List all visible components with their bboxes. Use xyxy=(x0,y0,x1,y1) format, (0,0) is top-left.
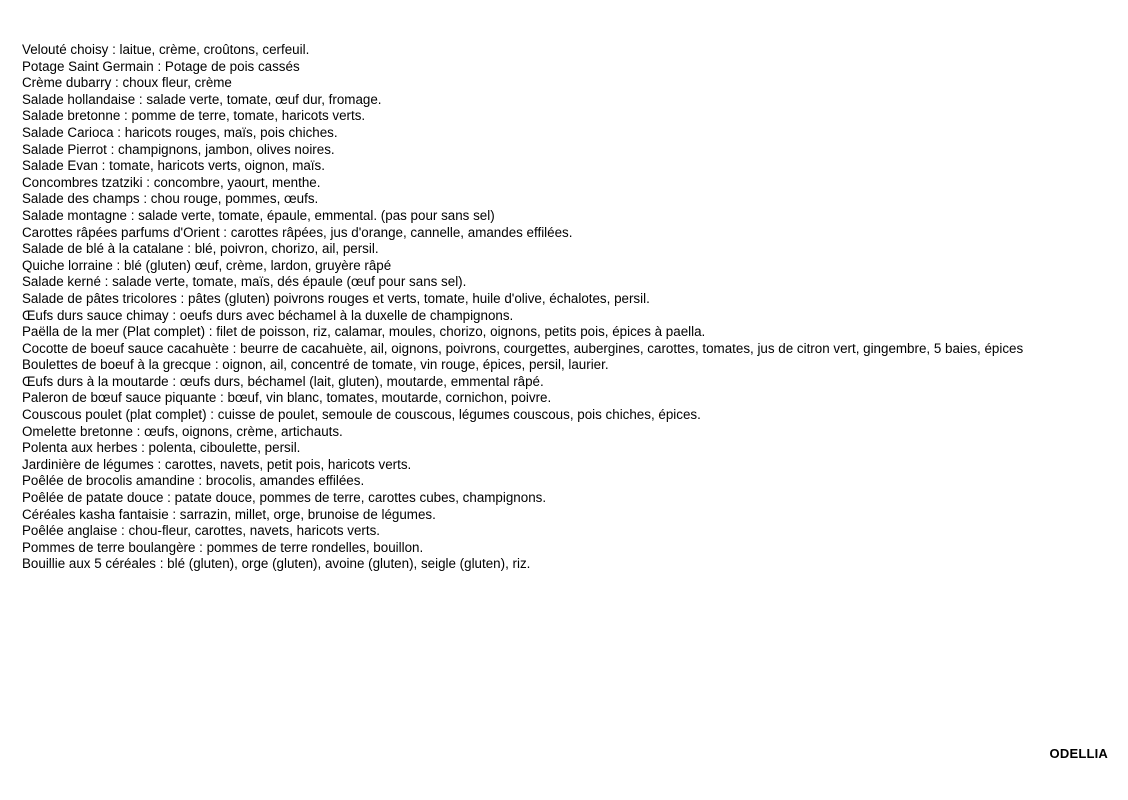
list-item: Salade des champs : chou rouge, pommes, œufs. xyxy=(22,191,319,207)
list-item: Omelette bretonne : œufs, oignons, crème, artichauts. xyxy=(22,423,343,439)
list-item: Salade Carioca : haricots rouges, maïs, pois chiches. xyxy=(22,124,338,140)
list-item: Poêlée de patate douce : patate douce, pommes de terre, carottes cubes, champignons. xyxy=(22,490,547,506)
list-item: Polenta aux herbes : polenta, ciboulette, persil. xyxy=(22,440,301,456)
list-item: Bouillie aux 5 céréales : blé (gluten), orge (gluten), avoine (gluten), seigle (gluten), riz. xyxy=(22,556,531,572)
list-item: Pommes de terre boulangère : pommes de terre rondelles, bouillon. xyxy=(22,539,424,555)
list-item: Potage Saint Germain : Potage de pois cassés xyxy=(22,58,300,74)
list-item: Concombres tzatziki : concombre, yaourt, menthe. xyxy=(22,174,321,190)
list-item: Jardinière de légumes : carottes, navets, petit pois, haricots verts. xyxy=(22,456,412,472)
list-item: Velouté choisy : laitue, crème, croûtons, cerfeuil. xyxy=(22,42,310,57)
list-item: Crème dubarry : choux fleur, crème xyxy=(22,75,232,91)
list-item: Salade de pâtes tricolores : pâtes (gluten) poivrons rouges et verts, tomate, huile d'olive, échalotes, persil. xyxy=(22,290,650,306)
list-item: Œufs durs sauce chimay : oeufs durs avec béchamel à la duxelle de champignons. xyxy=(22,307,514,323)
list-item: Paëlla de la mer (Plat complet) : filet de poisson, riz, calamar, moules, chorizo, oignons, petits pois, épices à paella. xyxy=(22,324,706,340)
list-item: Salade Evan : tomate, haricots verts, oignon, maïs. xyxy=(22,158,325,174)
list-item: Salade hollandaise : salade verte, tomate, œuf dur, fromage. xyxy=(22,91,382,107)
dish-ingredient-list xyxy=(22,42,1102,573)
list-item: Salade Pierrot : champignons, jambon, olives noires. xyxy=(22,141,335,157)
list-item: Quiche lorraine : blé (gluten) œuf, crème, lardon, gruyère râpé xyxy=(22,257,392,273)
list-item: Salade montagne : salade verte, tomate, épaule, emmental. (pas pour sans sel) xyxy=(22,207,495,223)
list-item: Carottes râpées parfums d'Orient : carottes râpées, jus d'orange, cannelle, amandes effilées. xyxy=(22,224,573,240)
list-item: Salade bretonne : pomme de terre, tomate, haricots verts. xyxy=(22,108,366,124)
list-item: Boulettes de boeuf à la grecque : oignon, ail, concentré de tomate, vin rouge, épices, persil, laurier. xyxy=(22,357,609,373)
footer-brand: ODELLIA xyxy=(1049,746,1108,761)
list-item: Céréales kasha fantaisie : sarrazin, millet, orge, brunoise de légumes. xyxy=(22,506,436,522)
list-item: Salade de blé à la catalane : blé, poivron, chorizo, ail, persil. xyxy=(22,241,379,257)
list-item: Poêlée de brocolis amandine : brocolis, amandes effilées. xyxy=(22,473,365,489)
list-item: Cocotte de boeuf sauce cacahuète : beurre de cacahuète, ail, oignons, poivrons, courgettes, aubergines, carottes, tomates, jus de citron vert, gingembre, 5 baies, épices xyxy=(22,340,1024,356)
list-item: Œufs durs à la moutarde : œufs durs, béchamel (lait, gluten), moutarde, emmental râpé. xyxy=(22,373,544,389)
list-item: Poêlée anglaise : chou-fleur, carottes, navets, haricots verts. xyxy=(22,523,381,539)
list-item: Paleron de bœuf sauce piquante : bœuf, vin blanc, tomates, moutarde, cornichon, poivre. xyxy=(22,390,552,406)
list-item: Salade kerné : salade verte, tomate, maïs, dés épaule (œuf pour sans sel). xyxy=(22,274,467,290)
list-item: Couscous poulet (plat complet) : cuisse de poulet, semoule de couscous, légumes couscous, pois chiches, épices. xyxy=(22,407,701,423)
